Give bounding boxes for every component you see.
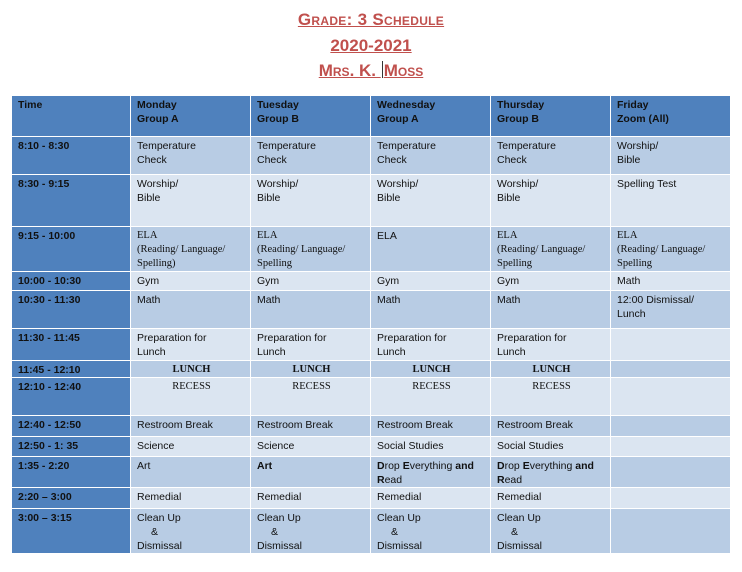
cell-tuesday: Clean Up & Dismissal	[251, 509, 371, 554]
table-row	[12, 457, 731, 488]
cell-thursday: Math	[491, 291, 611, 329]
cell-friday	[611, 488, 731, 509]
cell-monday: RECESS	[131, 378, 251, 416]
cell-friday	[611, 509, 731, 554]
cell-friday	[611, 457, 731, 488]
table-row	[12, 437, 731, 457]
cell-friday: Math	[611, 272, 731, 291]
cell-tuesday: ELA (Reading/ Language/ Spelling	[251, 227, 371, 272]
cell-friday: 12:00 Dismissal/ Lunch	[611, 291, 731, 329]
cell-friday	[611, 361, 731, 378]
time-cell: 10:00 - 10:30	[12, 272, 131, 291]
cell-monday: Art	[131, 457, 251, 488]
time-cell: 9:15 - 10:00	[12, 227, 131, 272]
table-row	[12, 291, 731, 329]
table-row	[12, 378, 731, 416]
header-wednesday: Wednesday Group A	[371, 96, 491, 137]
cell-monday: Preparation for Lunch	[131, 329, 251, 361]
title-grade: Grade: 3 Schedule	[297, 10, 445, 29]
cell-thursday: Preparation for Lunch	[491, 329, 611, 361]
cell-friday	[611, 329, 731, 361]
time-cell: 11:30 - 11:45	[12, 329, 131, 361]
cell-wednesday: LUNCH	[371, 361, 491, 378]
time-cell: 2:20 – 3:00	[12, 488, 131, 509]
cell-tuesday: Temperature Check	[251, 137, 371, 175]
time-cell: 12:10 - 12:40	[12, 378, 131, 416]
cell-tuesday: Gym	[251, 272, 371, 291]
cell-friday	[611, 437, 731, 457]
time-cell: 10:30 - 11:30	[12, 291, 131, 329]
header-tuesday: Tuesday Group B	[251, 96, 371, 137]
table-row	[12, 175, 731, 227]
cell-monday: Math	[131, 291, 251, 329]
time-cell: 8:30 - 9:15	[12, 175, 131, 227]
cell-thursday: Clean Up & Dismissal	[491, 509, 611, 554]
cell-wednesday: ELA	[371, 227, 491, 272]
cell-tuesday: Worship/ Bible	[251, 175, 371, 227]
cell-wednesday: Preparation for Lunch	[371, 329, 491, 361]
cell-tuesday: Art	[251, 457, 371, 488]
title-year: 2020-2021	[330, 36, 412, 55]
cell-monday: Worship/ Bible	[131, 175, 251, 227]
cell-wednesday: Social Studies	[371, 437, 491, 457]
title-teacher	[0, 61, 742, 81]
cell-tuesday: Science	[251, 437, 371, 457]
cell-thursday: Temperature Check	[491, 137, 611, 175]
table-row	[12, 361, 731, 378]
table-row	[12, 509, 731, 554]
time-cell: 12:50 - 1: 35	[12, 437, 131, 457]
cell-monday: Clean Up & Dismissal	[131, 509, 251, 554]
cell-monday: Gym	[131, 272, 251, 291]
table-row	[12, 329, 731, 361]
table-row	[12, 272, 731, 291]
cell-wednesday: Temperature Check	[371, 137, 491, 175]
cell-tuesday: Math	[251, 291, 371, 329]
cell-wednesday: Restroom Break	[371, 416, 491, 437]
cell-monday: Remedial	[131, 488, 251, 509]
cell-monday: Temperature Check	[131, 137, 251, 175]
cell-monday: ELA (Reading/ Language/ Spelling)	[131, 227, 251, 272]
text-cursor	[382, 61, 383, 78]
cell-thursday: Gym	[491, 272, 611, 291]
cell-wednesday: Clean Up & Dismissal	[371, 509, 491, 554]
cell-thursday: Restroom Break	[491, 416, 611, 437]
cell-monday: LUNCH	[131, 361, 251, 378]
cell-tuesday: LUNCH	[251, 361, 371, 378]
time-cell: 11:45 - 12:10	[12, 361, 131, 378]
cell-wednesday: Worship/ Bible	[371, 175, 491, 227]
cell-wednesday: Gym	[371, 272, 491, 291]
cell-tuesday: Remedial	[251, 488, 371, 509]
time-cell: 8:10 - 8:30	[12, 137, 131, 175]
cell-tuesday: Preparation for Lunch	[251, 329, 371, 361]
cell-tuesday: RECESS	[251, 378, 371, 416]
teacher-name-part: Mrs. K.	[318, 61, 377, 80]
header-thursday: Thursday Group B	[491, 96, 611, 137]
table-row	[12, 416, 731, 437]
table-row	[12, 227, 731, 272]
cell-friday	[611, 378, 731, 416]
cell-monday: Restroom Break	[131, 416, 251, 437]
cell-tuesday: Restroom Break	[251, 416, 371, 437]
cell-thursday: Drop Everything and Read	[491, 457, 611, 488]
header-time: Time	[12, 96, 131, 137]
cell-friday: ELA (Reading/ Language/ Spelling	[611, 227, 731, 272]
cell-wednesday: Remedial	[371, 488, 491, 509]
cell-thursday: RECESS	[491, 378, 611, 416]
cell-monday: Science	[131, 437, 251, 457]
header-row	[12, 96, 731, 137]
header-monday: Monday Group A	[131, 96, 251, 137]
cell-friday: Worship/ Bible	[611, 137, 731, 175]
cell-wednesday: Drop Everything and Read	[371, 457, 491, 488]
schedule-table	[11, 95, 731, 554]
cell-wednesday: RECESS	[371, 378, 491, 416]
cell-thursday: Remedial	[491, 488, 611, 509]
time-cell: 1:35 - 2:20	[12, 457, 131, 488]
cell-thursday: ELA (Reading/ Language/ Spelling	[491, 227, 611, 272]
table-row	[12, 488, 731, 509]
cell-thursday: LUNCH	[491, 361, 611, 378]
cell-friday	[611, 416, 731, 437]
cell-friday: Spelling Test	[611, 175, 731, 227]
teacher-surname: Moss	[383, 61, 424, 80]
header-friday: Friday Zoom (All)	[611, 96, 731, 137]
cell-wednesday: Math	[371, 291, 491, 329]
cell-thursday: Worship/ Bible	[491, 175, 611, 227]
time-cell: 3:00 – 3:15	[12, 509, 131, 554]
time-cell: 12:40 - 12:50	[12, 416, 131, 437]
cell-thursday: Social Studies	[491, 437, 611, 457]
table-row	[12, 137, 731, 175]
